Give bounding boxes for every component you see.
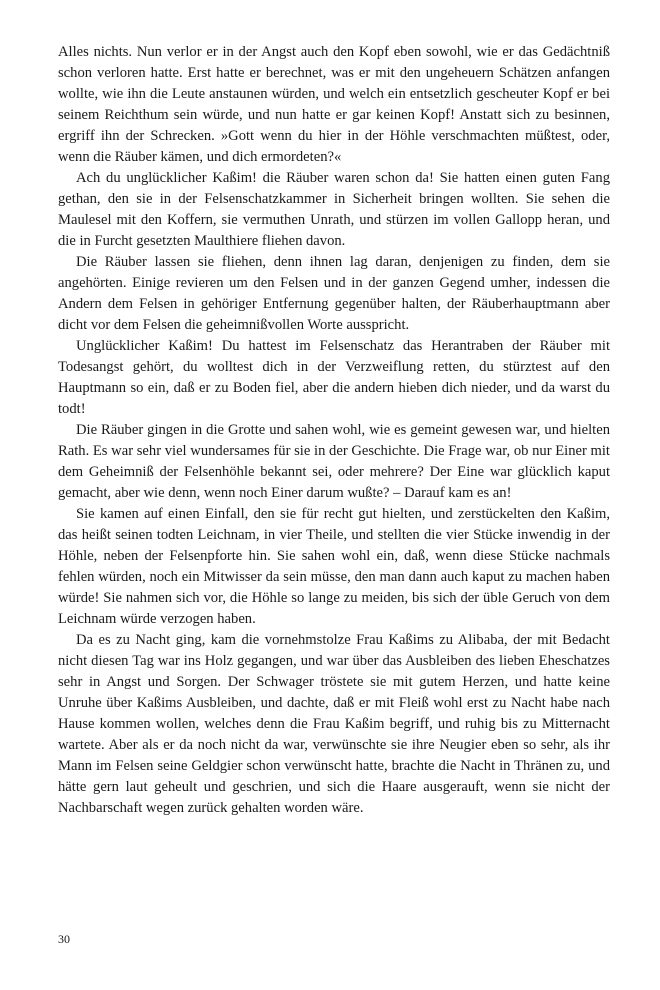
paragraph-4: Unglücklicher Kaßim! Du hattest im Felsenschatz das Herantraben der Räuber mit Todesangst gehört, du wolltest dich in der Verzweiflung retten, du stürztest auf den Hauptmann so ein, daß er zu Boden fiel, aber die andern hieben dich nieder, und da warst du todt! [58, 338, 610, 417]
page-body [58, 42, 610, 819]
paragraph-5: Die Räuber gingen in die Grotte und sahen wohl, wie es gemeint gewesen war, und hielten Rath. Es war sehr viel wundersames für sie in der Geschichte. Die Frage war, ob nur Einer mit dem Geheimniß der Felsenhöhle bekannt sei, oder mehrere? Der Eine war glücklich kaput gemacht, aber wie denn, wenn noch Einer darum wußte? – Darauf kam es an! [58, 422, 610, 501]
paragraph-2: Ach du unglücklicher Kaßim! die Räuber waren schon da! Sie hatten einen guten Fang gethan, den sie in der Felsenschatzkammer in Sicherheit bringen wollten. Sie sehen die Maulesel mit den Koffern, sie vermuthen Unrath, und stürzen im vollen Gallopp heran, und die in Furcht gesetzten Maulthiere fliehen davon. [58, 170, 610, 249]
paragraph-1: Alles nichts. Nun verlor er in der Angst auch den Kopf eben sowohl, wie er das Gedächtniß schon verloren hatte. Erst hatte er berechnet, was er mit den ungeheuern Schätzen anfangen wollte, wie ihn die Leute anstaunen würden, und welch ein entsetzlich gescheuter Kopf er bei seinem Reichthum sein würde, und nun hatte er gar keinen Kopf! Anstatt sich zu besinnen, ergriff ihn der Schrecken. »Gott wenn du hier in der Höhle verschmachten müßtest, oder, wenn die Räuber kämen, und dich ermordeten?« [58, 44, 610, 165]
paragraph-7: Da es zu Nacht ging, kam die vornehmstolze Frau Kaßims zu Alibaba, der mit Bedacht nicht diesen Tag war ins Holz gegangen, und war über das Ausbleiben des lieben Eheschatzes sehr in Angst und Sorgen. Der Schwager tröstete sie mit gutem Herzen, und hatte keine Unruhe über Kaßims Ausbleiben, und dachte, daß er mit Fleiß wohl erst zu Nacht habe nach Hause kommen wollen, welches denn die Frau Kaßim begriff, und ruhig bis zu Mitternacht wartete. Aber als er da noch nicht da war, verwünschte sie ihre Neugier eben so sehr, als ihr Mann im Felsen seine Geldgier schon verwünscht hatte, brachte die Nacht in Thränen zu, und hätte gern laut geheult und geschrien, und sich die Haare ausgerauft, wenn sie nicht der Nachbarschaft wegen zurück gehalten worden wäre. [58, 632, 610, 816]
page-number: 30 [58, 932, 70, 946]
paragraph-6: Sie kamen auf einen Einfall, den sie für recht gut hielten, und zerstückelten den Kaßim, das heißt seinen todten Leichnam, in vier Theile, und stellten die vier Stücke inwendig in der Höhle, neben der Felsenpforte hin. Sie sahen wohl ein, daß, wenn diese Stücke nachmals fehlen würden, noch ein Mitwisser da sein müsse, den man dann auch kaput zu machen haben würde! Sie nahmen sich vor, die Höhle so lange zu meiden, bis sich der üble Geruch von dem Leichnam würde verzogen haben. [58, 506, 610, 627]
paragraph-3: Die Räuber lassen sie fliehen, denn ihnen lag daran, denjenigen zu finden, dem sie angehörten. Einige revieren um den Felsen und in der ganzen Gegend umher, indessen die Andern dem Felsen in gehöriger Entfernung gegenüber halten, der Räuberhauptmann aber dicht vor dem Felsen die geheimnißvollen Worte ausspricht. [58, 254, 610, 333]
